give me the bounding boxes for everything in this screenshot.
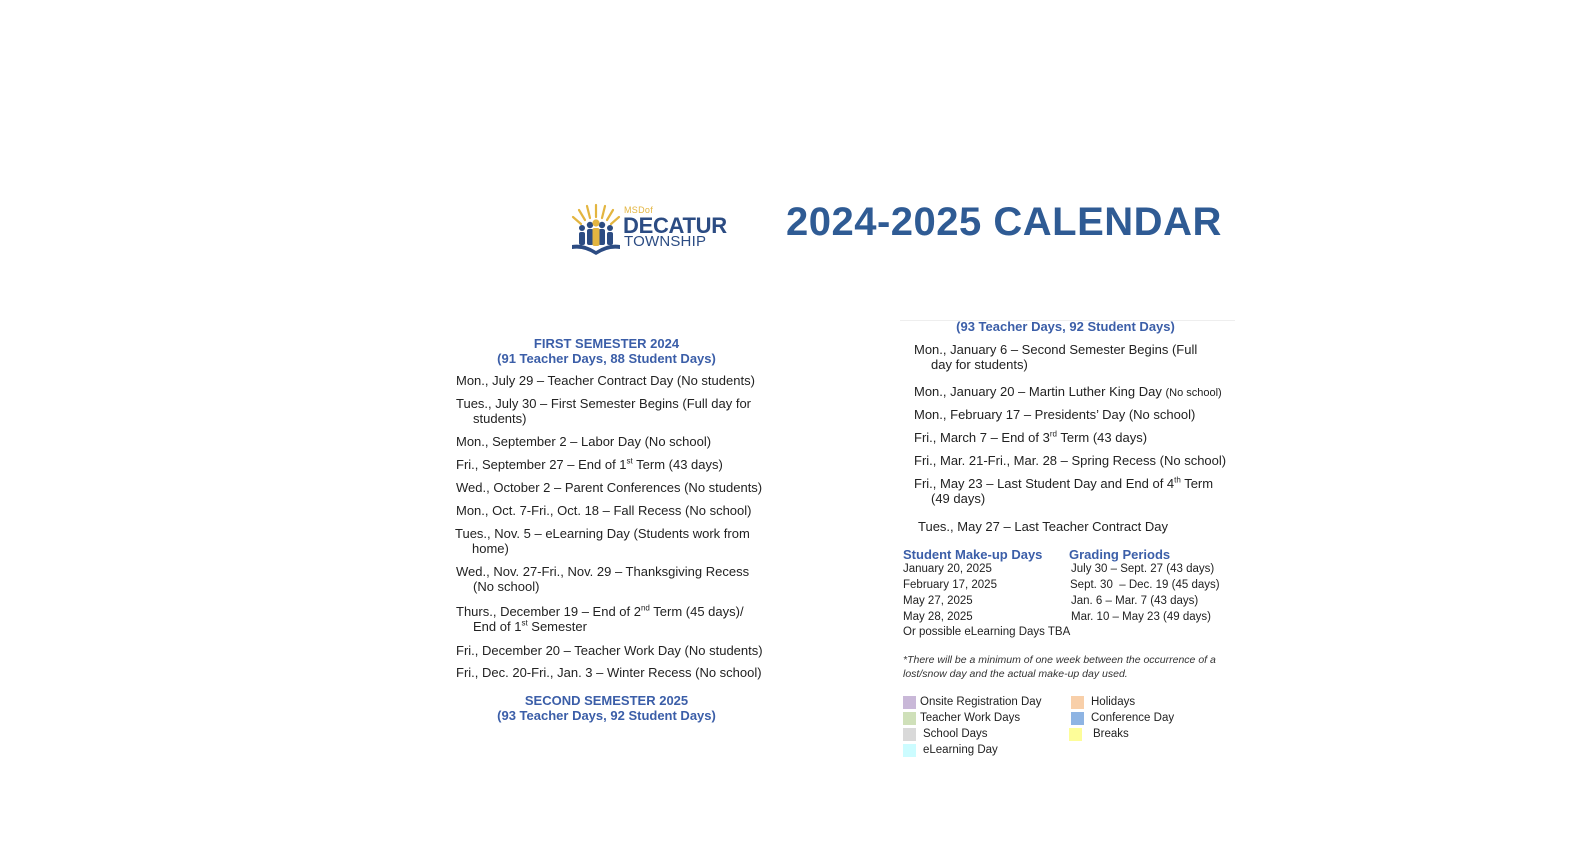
- logo-sub-text: TOWNSHIP: [624, 233, 707, 250]
- list-item: February 17, 2025: [903, 579, 997, 591]
- legend-swatch: [1071, 712, 1084, 725]
- first-semester-subtitle: (91 Teacher Days, 88 Student Days): [497, 351, 716, 366]
- list-item: May 27, 2025: [903, 595, 973, 607]
- legend-swatch: [1071, 696, 1084, 709]
- list-item: Mon., January 6 – Second Semester Begins (Full day for students): [914, 342, 1198, 372]
- district-logo: [570, 203, 730, 259]
- list-item: January 20, 2025: [903, 563, 992, 575]
- legend-swatch: [903, 728, 916, 741]
- legend-swatch: [903, 744, 916, 757]
- list-item: Jan. 6 – Mar. 7 (43 days): [1071, 595, 1199, 607]
- list-item: May 28, 2025: [903, 611, 973, 623]
- list-item: Wed., Nov. 27-Fri., Nov. 29 – Thanksgiving Recess (No school): [456, 564, 750, 594]
- list-item: July 30 – Sept. 27 (43 days): [1071, 563, 1215, 575]
- first-semester-heading: [455, 336, 758, 366]
- list-item: Fri., March 7 – End of 3rd Term (43 days): [914, 429, 1148, 445]
- list-item: Fri., Mar. 21-Fri., Mar. 28 – Spring Recess (No school): [914, 453, 1227, 468]
- list-item: Or possible eLearning Days TBA: [903, 626, 1071, 638]
- logo-emblem-icon: [570, 203, 622, 259]
- second-semester-subtitle: (93 Teacher Days, 92 Student Days): [497, 708, 716, 723]
- logo-name-text: DECATUR: [623, 213, 727, 238]
- list-item: Mar. 10 – May 23 (49 days): [1071, 611, 1211, 623]
- logo-msd-text: MSDof: [624, 205, 654, 215]
- second-semester-heading: [455, 693, 758, 723]
- list-item: Thurs., December 19 – End of 2nd Term (45 days)/ End of 1st Semester: [456, 603, 744, 634]
- second-semester-title: SECOND SEMESTER 2025: [524, 693, 689, 708]
- list-item: Wed., October 2 – Parent Conferences (No students): [456, 480, 763, 495]
- page-title: 2024-2025 CALENDAR: [786, 200, 1222, 244]
- list-item: Sept. 30 – Dec. 19 (45 days): [1070, 579, 1220, 591]
- grading-periods-heading: Grading Periods: [1069, 547, 1171, 562]
- list-item: Fri., May 23 – Last Student Day and End of 4th Term (49 days): [914, 475, 1214, 506]
- makeup-note: *There will be a minimum of one week between the occurrence of a lost/snow day and the actual make-up day used.: [903, 654, 1216, 680]
- list-item: Tues., Nov. 5 – eLearning Day (Students work from home): [455, 526, 750, 556]
- list-item: Fri., Dec. 20-Fri., Jan. 3 – Winter Recess (No school): [456, 665, 762, 680]
- second-semester-subtitle-right: (93 Teacher Days, 92 Student Days): [956, 319, 1175, 334]
- makeup-days-heading: Student Make-up Days: [903, 547, 1043, 562]
- legend-swatch: [903, 712, 916, 725]
- list-item: Fri., December 20 – Teacher Work Day (No students): [456, 643, 763, 658]
- list-item: Mon., July 29 – Teacher Contract Day (No students): [456, 373, 755, 388]
- list-item: Tues., May 27 – Last Teacher Contract Day: [918, 519, 1169, 534]
- legend-swatch: [903, 696, 916, 709]
- legend-swatch: [1069, 728, 1082, 741]
- list-item: Mon., February 17 – Presidents’ Day (No school): [914, 407, 1196, 422]
- first-semester-title: FIRST SEMESTER 2024: [533, 336, 680, 351]
- list-item: Fri., September 27 – End of 1st Term (43 days): [456, 456, 723, 472]
- list-item: Mon., January 20 – Martin Luther King Day (No school): [914, 384, 1222, 399]
- list-item: Tues., July 30 – First Semester Begins (Full day for students): [456, 396, 752, 426]
- list-item: Mon., Oct. 7-Fri., Oct. 18 – Fall Recess (No school): [456, 503, 752, 518]
- list-item: Mon., September 2 – Labor Day (No school): [456, 434, 712, 449]
